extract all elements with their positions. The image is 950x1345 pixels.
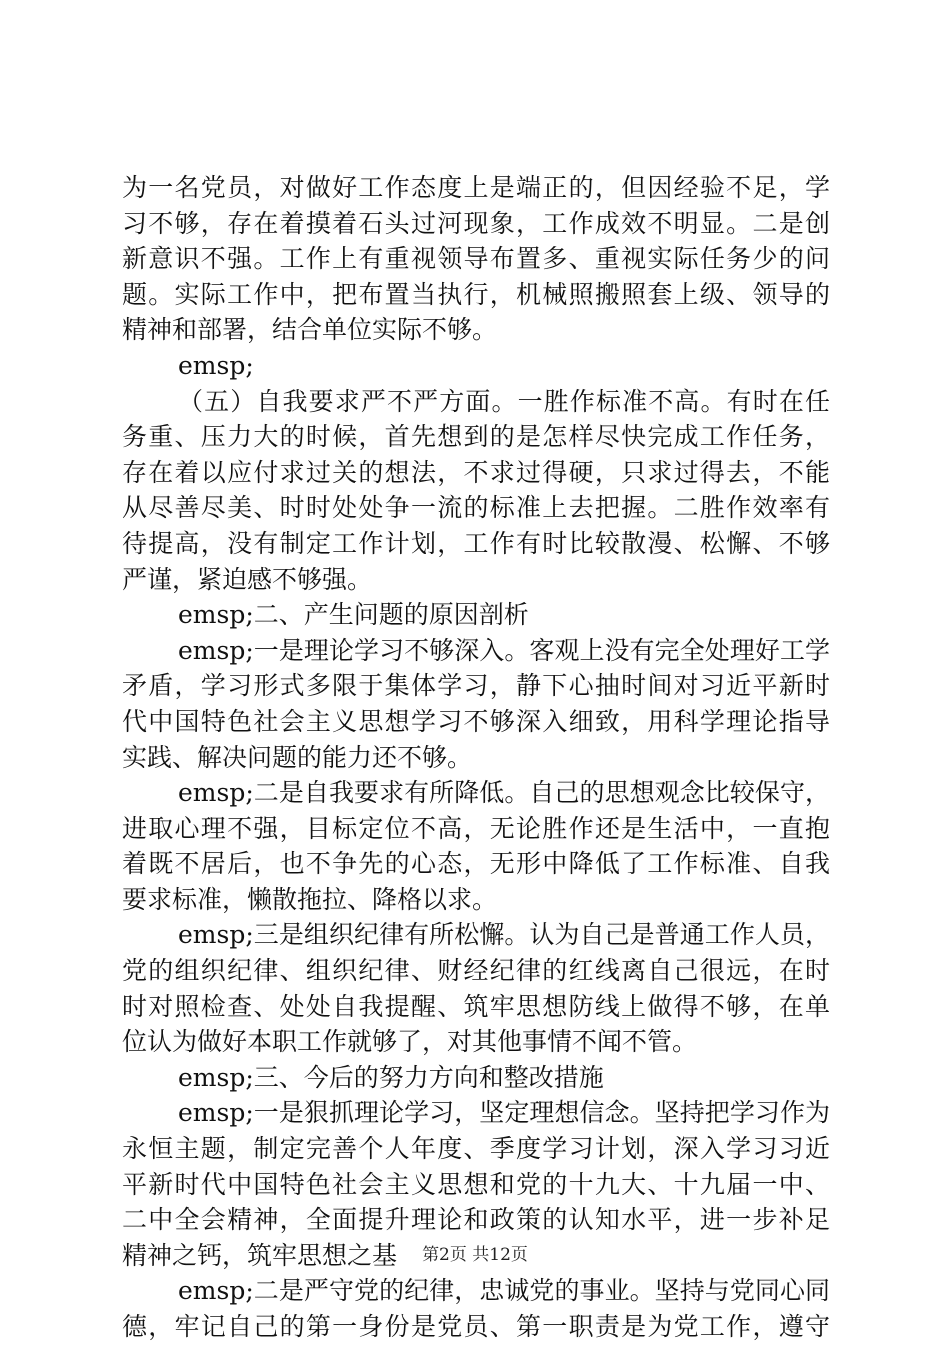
text-line: emsp;三是组织纪律有所松懈。认为自己是普通工作人员， [178, 920, 830, 950]
text-line: emsp;一是狠抓理论学习，坚定理想信念。坚持把学习作为 [178, 1098, 830, 1128]
text-line: 要求标准，懒散拖拉、降格以求。 [122, 884, 498, 914]
text-line: 待提高，没有制定工作计划，工作有时比较散漫、松懈、不够 [122, 528, 830, 558]
page-footer: 第2页 共12页 [422, 1245, 528, 1265]
text-line: 习不够，存在着摸着石头过河现象，工作成效不明显。二是创 [122, 208, 830, 238]
text-line: 存在着以应付求过关的想法，不求过得硬，只求过得去，不能 [122, 457, 830, 487]
document-body [122, 170, 830, 1345]
text-line: emsp; [178, 350, 254, 380]
text-line: 二中全会精神，全面提升理论和政策的认知水平，进一步补足 [122, 1205, 830, 1235]
text-line: 题。实际工作中，把布置当执行，机械照搬照套上级、领导的 [122, 279, 830, 309]
text-line: 为一名党员，对做好工作态度上是端正的，但因经验不足，学 [122, 173, 830, 202]
text-line: emsp;一是理论学习不够深入。客观上没有完全处理好工学 [178, 635, 830, 665]
text-line: 德，牢记自己的第一身份是党员、第一职责是为党工作，遵守 [122, 1312, 830, 1341]
text-line: 永恒主题，制定完善个人年度、季度学习计划，深入学习习近 [122, 1134, 830, 1164]
text-line: 新意识不强。工作上有重视领导布置多、重视实际任务少的问 [122, 244, 830, 274]
text-line: 精神之钙，筑牢思想之基 [122, 1240, 398, 1270]
text-line: 代中国特色社会主义思想学习不够深入细致，用科学理论指导 [122, 706, 830, 736]
text-line: emsp;三、今后的努力方向和整改措施 [178, 1062, 604, 1092]
text-line: 平新时代中国特色社会主义思想和党的十九大、十九届一中、 [122, 1169, 830, 1199]
text-line: （五）自我要求严不严方面。一胜作标准不高。有时在任 [178, 386, 830, 416]
text-line: emsp;二是自我要求有所降低。自己的思想观念比较保守， [178, 778, 830, 808]
text-line: emsp;二、产生问题的原因剖析 [178, 600, 529, 630]
text-line: 实践、解决问题的能力还不够。 [122, 742, 473, 772]
text-line: 党的组织纪律、组织纪律、财经纪律的红线离自己很远，在时 [122, 956, 830, 986]
text-line: 精神和部署，结合单位实际不够。 [122, 315, 498, 345]
text-line: 严谨，紧迫感不够强。 [122, 564, 373, 594]
text-line: 务重、压力大的时候，首先想到的是怎样尽快完成工作任务， [122, 422, 830, 452]
text-line: 矛盾，学习形式多限于集体学习，静下心抽时间对习近平新时 [122, 671, 830, 701]
text-line: 时对照检查、处处自我提醒、筑牢思想防线上做得不够，在单 [122, 991, 830, 1021]
text-line: 从尽善尽美、时时处处争一流的标准上去把握。二胜作效率有 [122, 493, 830, 523]
text-line: 着既不居后，也不争先的心态，无形中降低了工作标准、自我 [122, 849, 830, 879]
text-line: 位认为做好本职工作就够了，对其他事情不闻不管。 [122, 1027, 698, 1057]
text-line: 进取心理不强，目标定位不高，无论胜作还是生活中，一直抱 [122, 813, 830, 843]
text-line: emsp;二是严守党的纪律，忠诚党的事业。坚持与党同心同 [178, 1276, 830, 1306]
